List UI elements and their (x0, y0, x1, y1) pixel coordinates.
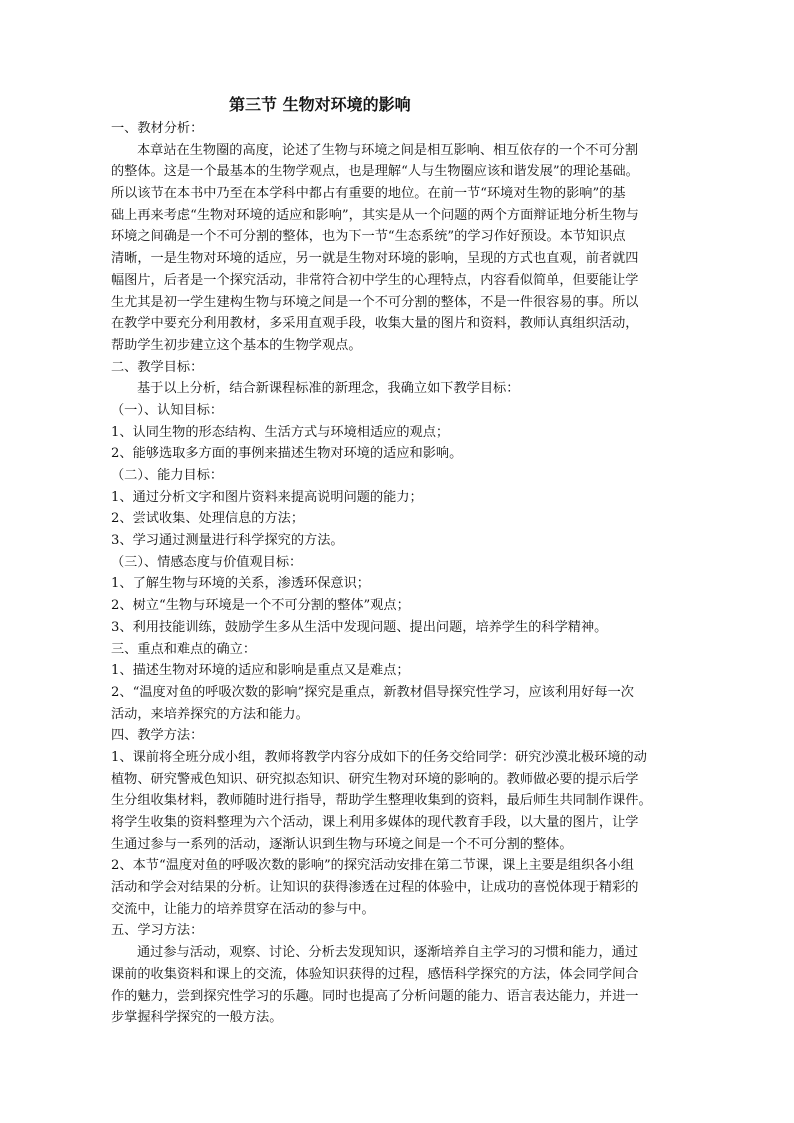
text-line: 清晰，一是生物对环境的适应，另一就是生物对环境的影响，呈现的方式也直观，前者就四 (111, 251, 639, 267)
text-line: 将学生收集的资料整理为六个活动，课上利用多媒体的现代教育手段，以大量的图片，让学 (111, 815, 639, 830)
page-title: 第三节 生物对环境的影响 (229, 95, 411, 114)
text-line: 幅图片，后者是一个探究活动，非常符合初中学生的心理特点，内容看似简单，但要能让学 (111, 272, 639, 288)
document-body (111, 118, 686, 1029)
text-line: （三）、情感态度与价值观目标： (111, 554, 303, 570)
text-line: 本章站在生物圈的高度，论述了生物与环境之间是相互影响、相互依存的一个不可分割 (137, 142, 639, 158)
text-line: 帮助学生初步建立这个基本的生物学观点。 (111, 337, 362, 353)
text-line: 三、重点和难点的确立： (111, 641, 257, 657)
text-line: 在教学中要充分利用教材，多采用直观手段，收集大量的图片和资料，教师认真组织活动， (111, 316, 639, 332)
text-line: 生分组收集材料，教师随时进行指导，帮助学生整理收集到的资料，最后师生共同制作课件。 (111, 793, 652, 809)
text-line: 2、尝试收集、处理信息的方法； (111, 511, 305, 527)
text-line: 1、通过分析文字和图片资料来提高说明问题的能力； (111, 489, 423, 505)
text-line: 通过参与活动，观察、讨论、分析去发现知识，逐渐培养自主学习的习惯和能力，通过 (137, 945, 639, 961)
text-line: 五、学习方法： (111, 923, 204, 939)
text-line: 生通过参与一系列的活动，逐渐认识到生物与环境之间是一个不可分割的整体。 (111, 836, 573, 852)
text-line: 2、“温度对鱼的呼吸次数的影响”探究是重点，新教材倡导探究性学习，应该利用好每一次 (111, 684, 634, 700)
text-line: 3、利用技能训练，鼓励学生多从生活中发现问题、提出问题，培养学生的科学精神。 (111, 619, 608, 635)
document-page (111, 92, 686, 1029)
text-line: 活动和学会对结果的分析。让知识的获得渗透在过程的体验中，让成功的喜悦体现于精彩的 (111, 880, 639, 896)
text-line: 1、认同生物的形态结构、生活方式与环境相适应的观点； (111, 424, 450, 440)
text-line: 1、描述生物对环境的适应和影响是重点又是难点； (111, 663, 410, 679)
text-line: 生尤其是初一学生建构生物与环境之间是一个不可分割的整体，不是一件很容易的事。所以 (111, 294, 639, 310)
text-line: 所以该节在本书中乃至在本学科中都占有重要的地位。在前一节“环境对生物的影响”的基 (111, 186, 626, 202)
text-line: 活动，来培养探究的方法和能力。 (111, 706, 309, 722)
text-line: 四、教学方法： (111, 728, 204, 744)
text-line: 步掌握科学探究的一般方法。 (111, 1010, 283, 1026)
text-line: 作的魅力，尝到探究性学习的乐趣。同时也提高了分析问题的能力、语言表达能力，并进一 (111, 988, 639, 1004)
text-line: 植物、研究警戒色知识、研究拟态知识、研究生物对环境的影响的。教师做必要的提示后学 (111, 771, 639, 787)
text-line: 的整体。这是一个最基本的生物学观点，也是理解“人与生物圈应该和谐发展”的理论基础。 (111, 164, 639, 180)
text-line: （一）、认知目标： (111, 402, 224, 418)
text-line: 1、了解生物与环境的关系，渗透环保意识； (111, 576, 370, 592)
text-line: 2、本节“温度对鱼的呼吸次数的影响”的探究活动安排在第二节课，课上主要是组织各小组 (111, 858, 634, 874)
text-line: （二）、能力目标： (111, 468, 224, 483)
text-line: 环境之间确是一个不可分割的整体，也为下一节“生态系统”的学习作好预设。本节知识点 (111, 229, 626, 245)
text-line: 基于以上分析，结合新课程标准的新理念，我确立如下教学目标： (137, 381, 520, 397)
text-line: 1、课前将全班分成小组，教师将教学内容分成如下的任务交给同学：研究沙漠北极环境的动 (111, 749, 647, 765)
text-line: 一、教材分析： (111, 121, 204, 136)
text-line: 2、树立“生物与环境是一个不可分割的整体”观点； (111, 598, 410, 614)
text-line: 二、教学目标： (111, 359, 204, 375)
text-line: 2、能够选取多方面的事例来描述生物对环境的适应和影响。 (111, 446, 463, 462)
text-line: 础上再来考虑“生物对环境的适应和影响”，其实是从一个问题的两个方面辩证地分析生物与 (111, 207, 639, 223)
text-line: 课前的收集资料和课上的交流，体验知识获得的过程，感悟科学探究的方法，体会同学间合 (111, 966, 639, 982)
text-line: 交流中，让能力的培养贯穿在活动的参与中。 (111, 901, 375, 917)
text-line: 3、学习通过测量进行科学探究的方法。 (111, 533, 344, 549)
